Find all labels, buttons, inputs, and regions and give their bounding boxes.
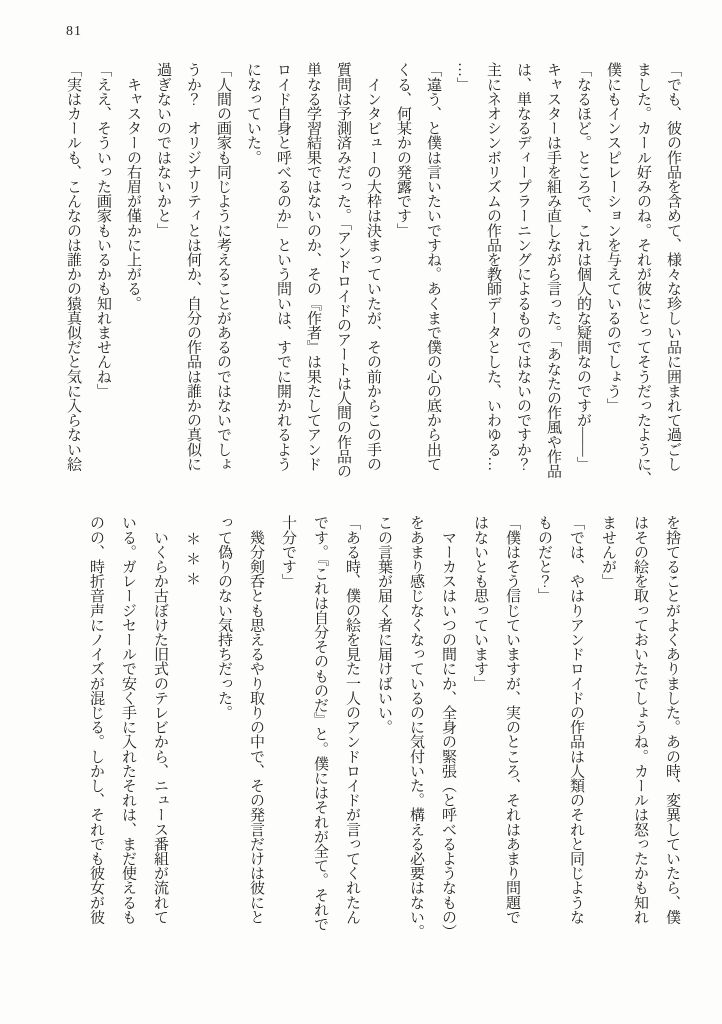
text-column: 「なるほど。ところで、これは個人的な疑問なのですが――」 [575, 62, 591, 471]
text-column: はその絵を取っておいたでしょうね。カールは怒ったかも知れ [632, 515, 648, 924]
text-column: 「では、やはりアンドロイドの作品は人類のそれと同じような [568, 515, 584, 924]
text-column: キャスターの右眉が僅かに上がる。 [125, 62, 141, 311]
text-column: 過ぎないのではないかと」 [155, 62, 171, 238]
text-column: 「ええ、そういった画家もいるかも知れませんね」 [95, 62, 111, 398]
text-column: インタビューの大枠は決まっていたが、その前からこの手の [365, 62, 381, 471]
text-column: って偽りのない気持ちだった。 [216, 515, 232, 720]
lower-text-block [80, 515, 688, 963]
text-column: のの、時折音声にノイズが混じる。しかし、それでも彼女が彼 [88, 515, 104, 924]
text-column: うか？ オリジナリティとは何か、自分の作品は誰かの真似に [185, 62, 201, 471]
text-column: はないとも思っています」 [472, 515, 488, 691]
text-column: 質問は予測済みだった。「アンドロイドのアートは人間の作品の [335, 62, 351, 478]
text-column: いくらか古ぼけた旧式のテレビから、ニュース番組が流れて [152, 515, 168, 924]
text-column: …」 [455, 62, 471, 92]
upper-text-block [58, 62, 688, 510]
text-column: 「ある時、僕の絵を見た一人のアンドロイドが言ってくれたん [344, 515, 360, 924]
text-column: いる。ガレージセールで安く手に入れたそれは、まだ使えるも [120, 515, 136, 924]
text-column: ものだと？」 [536, 515, 552, 603]
text-column: 僕にもインスピレーションを与えているのでしょう」 [605, 62, 621, 413]
text-column: は、単なるディープラーニングによるものではないのですか？ [515, 62, 531, 471]
text-column: ロイド自身と呼べるのか」という問いは、すでに開かれるよう [275, 62, 291, 471]
text-column: ました。カール好みのね。それが彼にとってそうだったように、 [635, 62, 651, 486]
text-column: 「実はカールも、こんなのは誰かの猿真似だと気に入らない絵 [65, 62, 81, 471]
text-column: この言葉が届く者に届けばいい。 [376, 515, 392, 735]
scene-break-separator: ＊＊＊ [184, 531, 200, 591]
text-column: 「人間の画家も同じように考えることがあるのではないでしょ [215, 62, 231, 471]
text-column: 主にネオシンボリズムの作品を教師データとした、いわゆる… [485, 62, 501, 471]
page-number: 81 [66, 24, 82, 39]
text-column: 「違う、と僕は言いたいですね。あくまで僕の心の底から出て [425, 62, 441, 471]
text-column: 「僕はそう信じていますが、実のところ、それはあまり問題で [504, 515, 520, 924]
text-column: をあまり感じなくなっているのに気付いた。構える必要はない。 [408, 515, 424, 939]
text-column: 幾分剣呑とも思えるやり取りの中で、その発言だけは彼にと [248, 515, 264, 924]
text-column: になっていた。 [245, 62, 261, 165]
text-column: くる、何某かの発露です」 [395, 62, 411, 238]
text-column: を捨てることがよくありました。あの時、変異していたら、僕 [664, 515, 680, 924]
text-column: 「でも、彼の作品を含めて、様々な珍しい品に囲まれて過ごし [665, 62, 681, 471]
text-column: ませんが」 [600, 515, 616, 589]
text-column: です。『これは自分そのものだ』と。僕にはそれが全て。それで [312, 515, 328, 931]
text-column: キャスターは手を組み直しながら言った。「あなたの作風や作品 [545, 62, 561, 478]
text-column: マーカスはいつの間にか、全身の緊張（と呼べるようなもの） [440, 515, 456, 939]
text-column: 十分です」 [280, 515, 296, 589]
text-column: 単なる学習結果ではないのか、その『作者』は果たしてアンド [305, 62, 321, 471]
